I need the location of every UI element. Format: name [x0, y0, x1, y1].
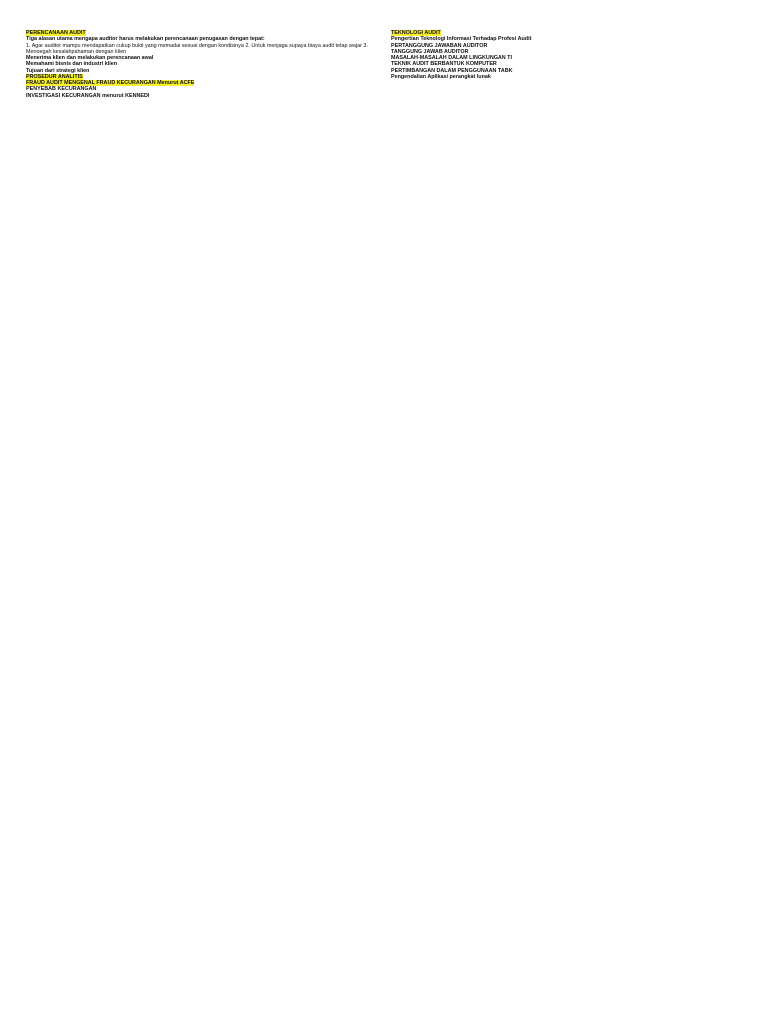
highlighted-heading: PROSEDUR ANALITIS — [26, 73, 83, 80]
highlighted-heading: PERENCANAAN AUDIT — [26, 30, 86, 36]
text-line: PENYEBAB KECURANGAN — [26, 86, 97, 93]
text-line: PERTIMBANGAN DALAM PENGGUNAAN TABK — [391, 67, 513, 74]
text-line: Tujuan dari strategi klien — [26, 67, 90, 74]
right-column — [391, 30, 742, 1008]
text-line: 1. Agar auditor mampu mendapatkan cukup bukti yang memadai sesuai dengan kondisinya 2. Untuk menjaga supaya biaya audit tetap wajar 3. Menoegah kesalahpahaman dengan klien — [26, 42, 368, 55]
text-line: INVESTIGASI KECURANGAN menurut KENNEDI — [26, 92, 150, 99]
text-line: TANGGUNG JAWAB AUDITOR — [391, 48, 469, 55]
text-line: TEKNIK AUDIT BERBANTUK KOMPUTER — [391, 61, 497, 68]
text-line: Menerima klien dan melakukan perencanaan awal — [26, 55, 154, 61]
left-column — [26, 30, 377, 1008]
text-line: Pengertian Teknologi Informasi Terhadap Profesi Audit — [391, 36, 532, 43]
text-line: Pengendalian Aplikasi perangkat lunak — [391, 73, 491, 80]
highlighted-heading: FRAUD AUDIT MENGENAL FRAUD KECURANGAN Menurut ACFE — [26, 80, 195, 86]
text-line: PERTANGGUNG JAWABAN AUDITOR — [391, 42, 488, 49]
highlighted-heading: TEKNOLOGI AUDIT — [391, 30, 441, 36]
text-line: Memahami bisnis dan industri klien — [26, 61, 118, 68]
text-line: MASALAH-MASALAH DALAM LINGKUNGAN TI — [391, 55, 512, 61]
text-line: Tiga alasan utama mengapa auditor harus melakukan perencanaan penugasan dengan tepat: — [26, 36, 265, 43]
